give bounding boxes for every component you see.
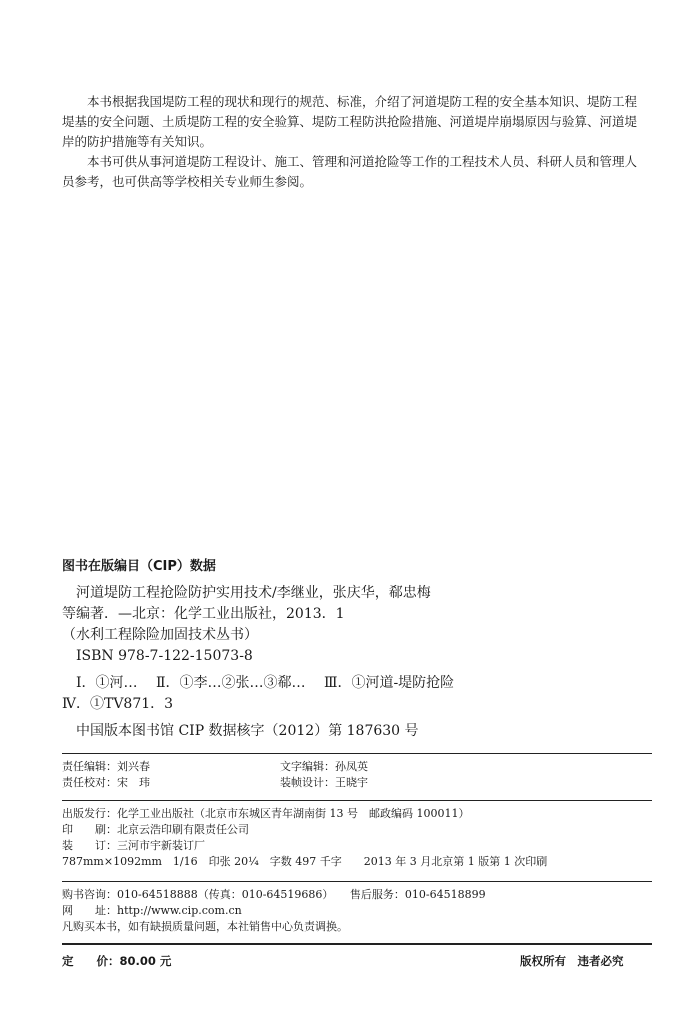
responsible-editor: 责任编辑：刘兴春 (62, 760, 150, 773)
divider (62, 753, 652, 754)
cip-author-line: 等编著．—北京：化学工业出版社，2013．1 (62, 606, 345, 622)
summary-paragraph: 本书根据我国堤防工程的现状和现行的规范、标准，介绍了河道堤防工程的安全基本知识、堤防工程堤基的安全问题、土质堤防工程的安全验算、堤防工程防洪抢险措施、河道堤岸崩塌原因与验算、河道堤岸的防护措施等有关知识。 (62, 94, 638, 149)
proofreader: 责任校对：宋 玮 (62, 776, 150, 789)
cip-series-line: （水利工程除险加固技术丛书） (62, 627, 258, 643)
binder: 装 订：三河市宇新装订厂 (62, 839, 205, 852)
cip-classification-2: Ⅳ．①TV871．3 (62, 696, 174, 712)
cip-title-line: 河道堤防工程抢险防护实用技术/李继业，张庆华，郗忠梅 (76, 585, 431, 601)
cip-classification (62, 673, 652, 694)
text-editor: 文字编辑：孙凤英 (280, 760, 368, 773)
cip-block (62, 583, 652, 742)
book-summary (62, 92, 646, 192)
quality-notice: 凡购买本书，如有缺损质量问题，本社销售中心负责调换。 (62, 920, 348, 933)
printer: 印 刷：北京云浩印刷有限责任公司 (62, 823, 249, 836)
purchase-contact: 购书咨询：010-64518888（传真：010-64519686） 售后服务：010-64518899 (62, 888, 486, 901)
class-item: Ⅰ．①河… (76, 675, 138, 691)
class-item: Ⅱ．①李…②张…③郗… (155, 675, 306, 691)
publisher: 出版发行：化学工业出版社（北京市东城区青年湖南街 13 号 邮政编码 100011） (62, 807, 470, 820)
class-item: Ⅲ．①河道-堤防抢险 (323, 675, 455, 691)
print-specs: 787mm×1092mm 1/16 印张 20¼ 字数 497 千字 2013 年 3 月北京第 1 版第 1 次印刷 (62, 855, 548, 868)
divider (62, 943, 652, 945)
divider (62, 800, 652, 801)
cover-designer: 装帧设计：王晓宇 (280, 776, 368, 789)
staff-block (62, 759, 652, 791)
divider (62, 881, 652, 882)
copyright-notice: 版权所有 违者必究 (520, 954, 624, 968)
contact-block (62, 887, 652, 935)
publishing-block (62, 806, 652, 870)
cip-heading: 图书在版编目（CIP）数据 (62, 559, 216, 574)
website: 网 址：http://www.cip.com.cn (62, 904, 242, 917)
summary-paragraph: 本书可供从事河道堤防工程设计、施工、管理和河道抢险等工作的工程技术人员、科研人员和管理人员参考，也可供高等学校相关专业师生参阅。 (62, 154, 638, 189)
cip-record-number: 中国版本图书馆 CIP 数据核字（2012）第 187630 号 (76, 723, 419, 739)
price: 定 价：80.00 元 (62, 954, 172, 968)
cip-isbn: ISBN 978-7-122-15073-8 (76, 648, 253, 664)
